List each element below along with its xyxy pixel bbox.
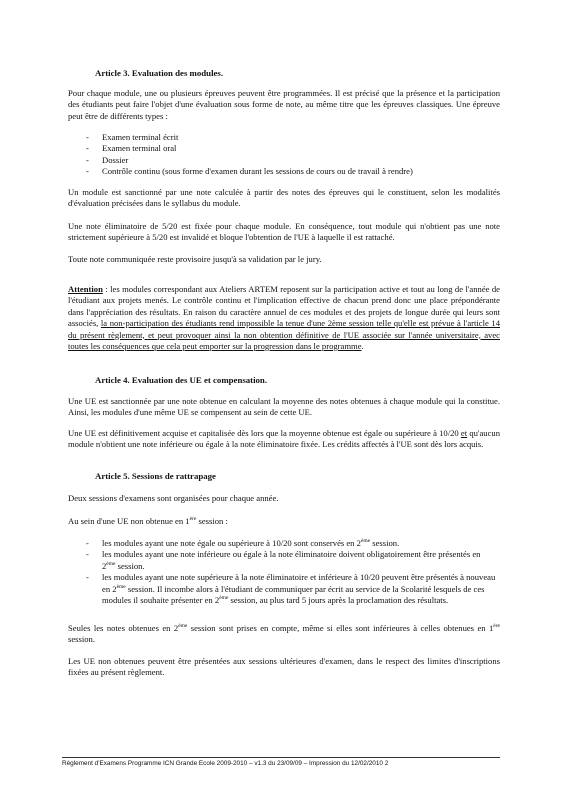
list-item-text: les modules ayant une note supérieure à la note éliminatoire et inférieure à 10/20 peuvent être présentés à nouveau en 2 [102, 572, 496, 594]
superscript: ème [106, 560, 116, 567]
article-4-heading: Article 4. Evaluation des UE et compensation. [95, 375, 268, 385]
superscript: ème [178, 623, 188, 630]
list-item: - Examen terminal oral [86, 143, 496, 154]
art5-paragraph-1: Deux sessions d'examens sont organisées pour chaque année. [68, 493, 279, 503]
page-footer: Règlement d'Examens Programme ICN Grande Ecole 2009-2010 – v1.3 du 23/09/09 – Impression du 12/02/2010 2 [62, 760, 389, 767]
session-rules-list [86, 538, 496, 606]
list-item-text: les modules ayant une note égale ou supérieure à 10/20 sont conservés en 2 [102, 538, 361, 548]
list-item-text: session. [115, 560, 145, 571]
list-item-text: session, au plus tard 5 jours après la proclamation des résultats. [228, 595, 449, 606]
art3-paragraph-1: Pour chaque module, une ou plusieurs épreuves peuvent être programmées. Il est précisé que la présence et la participation des étudiants peut faire l'objet d'une évaluation sous forme de note, au même titre que les épreuves classiques. Une épreuve peut être de différents types : [68, 88, 500, 121]
art5-p3-part-c: session. [68, 634, 95, 645]
superscript: ème [116, 583, 126, 590]
art5-p2-part-a: Au sein d'une UE non obtenue en 1 [68, 516, 190, 526]
art5-p3-part-b: session sont prises en compte, même si elles sont inférieures à celles obtenues en 1 [187, 623, 494, 633]
art5-paragraph-4: Les UE non obtenues peuvent être présentées aux sessions ultérieures d'examen, dans le respect des limites d'inscriptions fixées au présent règlement. [68, 656, 500, 678]
attention-end: . [361, 341, 364, 352]
list-item: - Dossier [86, 155, 496, 166]
article-3-heading: Article 3. Evaluation des modules. [95, 68, 224, 78]
evaluation-types-list [86, 132, 496, 178]
art3-paragraph-4: Toute note communiquée reste provisoire jusqu'à sa validation par le jury. [68, 254, 322, 264]
art4-paragraph-2 [68, 428, 500, 451]
attention-text: : les modules correspondant aux Ateliers ARTEM reposent sur la participation active et tout au long de l'année de l'étudiant aux projets menés. Le contrôle continu et l'implication effective de chacun prend donc une place prépondérante dans l'appréciation des résultats. En raison du caractère annuel de ces modules et des projets de longue durée qui leurs sont associés, [68, 284, 500, 329]
superscript: ère [189, 516, 197, 523]
article-5-heading: Article 5. Sessions de rattrapage [95, 471, 216, 481]
art5-paragraph-3 [68, 623, 500, 646]
attention-label: Attention [68, 284, 103, 294]
art4-p2-part-a: Une UE est définitivement acquise et capitalisée dès lors que la moyenne obtenue est égale ou supérieure à 10/20 [68, 428, 461, 438]
art4-paragraph-1: Une UE est sanctionnée par une note obtenue en calculant la moyenne des notes obtenues à chaque module qui la constitue. Ainsi, les modules d'une même UE se compensent au sein de cette UE. [68, 396, 500, 418]
list-item-text: session. [370, 538, 400, 548]
art4-p2-part-b: qu'aucun module n'obtient une note inférieure ou égale à la note éliminatoire fixée. Les crédits affectés à l'UE sont dès lors acquis. [68, 428, 500, 450]
art5-paragraph-2 [68, 516, 500, 527]
list-item [86, 572, 496, 606]
footer-divider [62, 757, 500, 758]
list-item [86, 549, 496, 572]
art4-p2-underlined: et [460, 428, 468, 438]
art5-p3-part-a: Seules les notes obtenues en 2 [68, 623, 179, 633]
attention-paragraph [68, 284, 500, 352]
superscript: ème [360, 538, 371, 545]
superscript: ème [219, 595, 229, 602]
list-item-text: session. Il incombe alors à l'étudiant de communiquer par écrit au service de la Scolarité lesquels de ces modules il souhaite présenter en 2 [102, 583, 485, 606]
list-item: - Examen terminal écrit [86, 132, 496, 143]
list-item [86, 538, 496, 549]
superscript: ère [493, 623, 500, 630]
art3-paragraph-2: Un module est sanctionné par une note calculée à partir des notes des épreuves qui le constituent, selon les modalités d'évaluation précisées dans le syllabus du module. [68, 187, 500, 209]
art5-p2-part-b: session : [196, 516, 228, 526]
art3-paragraph-3: Une note éliminatoire de 5/20 est fixée pour chaque module. En conséquence, tout module qui n'obtient pas une note strictement supérieure à 5/20 est invalidé et bloque l'obtention de l'UE à laquelle il est rattaché. [68, 221, 500, 243]
list-item-text: les modules ayant une note inférieure ou égale à la note éliminatoire doivent obligatoirement être présentés en 2 [102, 549, 481, 571]
list-item: - Contrôle continu (sous forme d'examen durant les sessions de cours ou de travail à rendre) [86, 166, 496, 177]
attention-underlined-text: la non-participation des étudiants rend impossible la tenue d'une 2ème session telle qu'elle est prévue à l'article 14 du présent règlement, et peut provoquer ainsi la non obtention définitive de l'UE associée sur l'année universitaire, avec toutes les conséquences que cela peut emporter sur la progression dans le programme [68, 318, 500, 352]
